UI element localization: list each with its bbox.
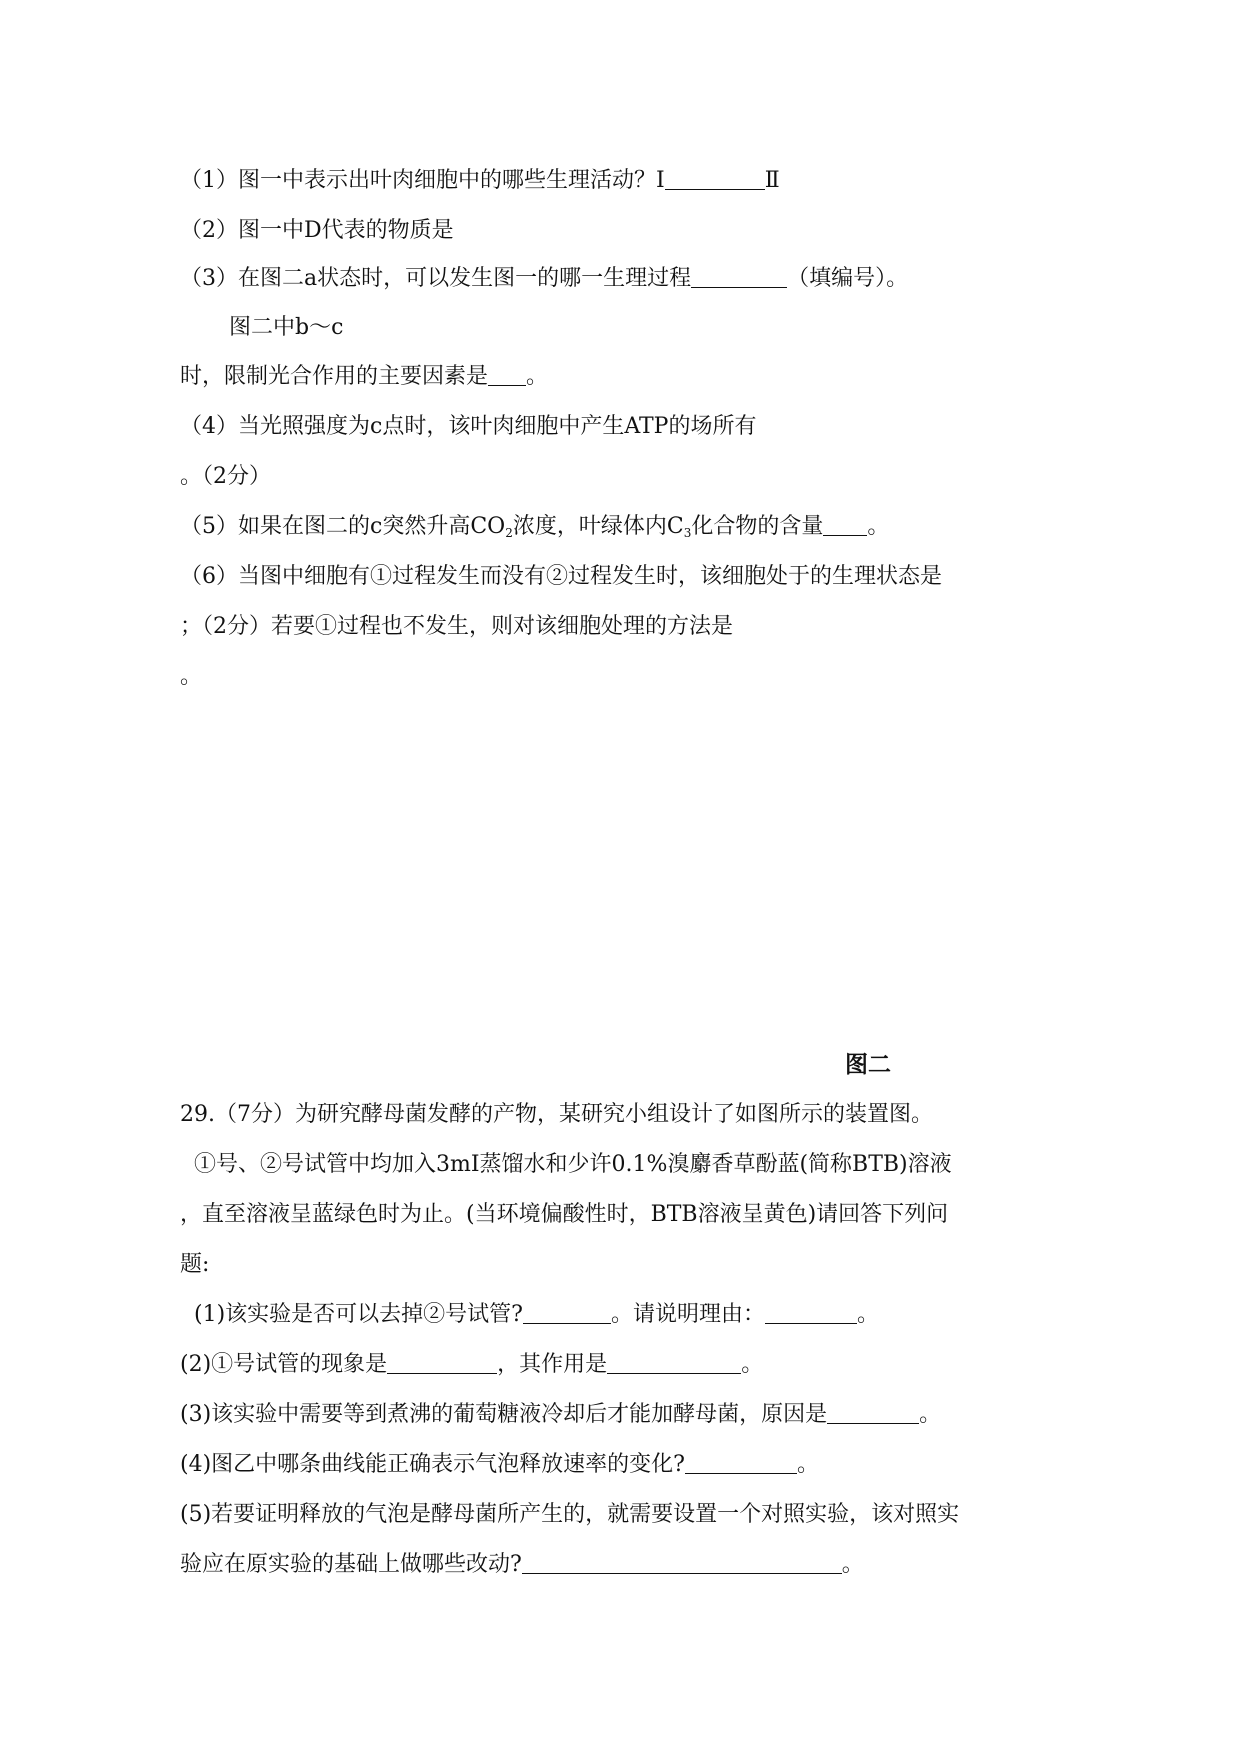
q28-3-text: （3）在图二a状态时，可以发生图一的哪一生理过程 xyxy=(180,266,692,291)
q29-line-9 xyxy=(180,1500,959,1530)
q28-8-a: （5）如果在图二的c突然升高CO xyxy=(180,514,506,539)
q29-line-10 xyxy=(180,1550,864,1580)
q29-6-after: 。 xyxy=(741,1352,764,1377)
q29-7-text: (3)该实验中需要等到煮沸的葡萄糖液冷却后才能加酵母菌，原因是 xyxy=(180,1402,828,1427)
q28-line-6 xyxy=(180,412,756,442)
q28-line-11 xyxy=(180,662,202,692)
q28-8-c: 化合物的含量 xyxy=(691,514,824,539)
q29-8-after: 。 xyxy=(796,1452,819,1477)
q29-6-text: (2)①号试管的现象是 xyxy=(180,1352,388,1377)
subscript-3: 3 xyxy=(683,526,692,540)
q28-line-2 xyxy=(180,216,454,246)
q29-line-6 xyxy=(180,1350,763,1380)
q28-7-text: 。（2分） xyxy=(180,464,271,489)
q29-3-text: ，直至溶液呈蓝绿色时为止。(当环境偏酸性时，BTB溶液呈黄色)请回答下列问 xyxy=(180,1202,949,1227)
answer-blank[interactable] xyxy=(387,1351,497,1374)
q29-10-after: 。 xyxy=(841,1552,864,1577)
q29-1-text: 29.（7分）为研究酵母菌发酵的产物，某研究小组设计了如图所示的装置图。 xyxy=(180,1102,933,1127)
answer-blank[interactable] xyxy=(823,513,867,536)
q28-1-after: Ⅱ xyxy=(764,168,780,193)
q29-line-2 xyxy=(194,1150,952,1180)
answer-blank[interactable] xyxy=(765,1301,857,1324)
q28-line-8 xyxy=(180,512,889,548)
q28-8-b: 浓度，叶绿体内C xyxy=(512,514,684,539)
q28-4-text: 图二中b～c xyxy=(229,315,344,340)
q28-line-10 xyxy=(180,612,733,642)
q29-line-5 xyxy=(194,1300,879,1330)
subscript-2: 2 xyxy=(505,526,513,540)
answer-blank[interactable] xyxy=(523,1301,611,1324)
q28-line-9 xyxy=(180,562,942,592)
answer-blank[interactable] xyxy=(665,167,765,190)
q28-5-text: 时，限制光合作用的主要因素是 xyxy=(180,364,489,389)
q28-6-text: （4）当光照强度为c点时，该叶肉细胞中产生ATP的场所有 xyxy=(180,414,757,439)
q28-3-after: （填编号）。 xyxy=(787,266,909,291)
q29-line-3 xyxy=(180,1200,948,1230)
q29-line-1 xyxy=(180,1100,933,1130)
q28-11-text: 。 xyxy=(180,664,203,689)
answer-blank[interactable] xyxy=(522,1551,842,1574)
answer-blank[interactable] xyxy=(691,265,787,288)
q28-10-text: ；（2分）若要①过程也不发生，则对该细胞处理的方法是 xyxy=(180,614,733,639)
q29-6-mid: ，其作用是 xyxy=(497,1352,608,1377)
q29-line-7 xyxy=(180,1400,941,1430)
answer-blank[interactable] xyxy=(827,1401,919,1424)
q28-line-4 xyxy=(229,313,343,343)
q28-line-1 xyxy=(180,166,780,196)
q29-5-text: (1)该实验是否可以去掉②号试管? xyxy=(194,1302,523,1327)
q28-5-after: 。 xyxy=(526,364,549,389)
q29-9-text: (5)若要证明释放的气泡是酵母菌所产生的，就需要设置一个对照实验，该对照实 xyxy=(180,1502,960,1527)
q29-7-after: 。 xyxy=(919,1402,942,1427)
answer-blank[interactable] xyxy=(607,1351,741,1374)
q28-line-5 xyxy=(180,362,548,392)
q29-2-text: ①号、②号试管中均加入3mI蒸馏水和少许0.1%溴麝香草酚蓝(简称BTB)溶液 xyxy=(194,1152,952,1177)
figure-label: 图二 xyxy=(845,1051,891,1078)
answer-blank[interactable] xyxy=(488,363,526,386)
q28-8-after: 。 xyxy=(867,514,890,539)
q28-line-7 xyxy=(180,462,271,492)
q28-9-text: （6）当图中细胞有①过程发生而没有②过程发生时，该细胞处于的生理状态是 xyxy=(180,564,942,589)
q29-5-after: 。 xyxy=(856,1302,879,1327)
q28-line-3 xyxy=(180,264,908,294)
q29-line-8 xyxy=(180,1450,819,1480)
q29-4-text: 题: xyxy=(180,1252,210,1277)
q28-1-text: （1）图一中表示出叶肉细胞中的哪些生理活动？Ⅰ xyxy=(180,168,665,193)
q29-10-text: 验应在原实验的基础上做哪些改动? xyxy=(180,1552,522,1577)
q29-5-mid: 。请说明理由： xyxy=(610,1302,765,1327)
answer-blank[interactable] xyxy=(685,1451,797,1474)
q29-line-4 xyxy=(180,1250,209,1280)
q29-8-text: (4)图乙中哪条曲线能正确表示气泡释放速率的变化? xyxy=(180,1452,685,1477)
q28-2-text: （2）图一中D代表的物质是 xyxy=(180,218,454,243)
